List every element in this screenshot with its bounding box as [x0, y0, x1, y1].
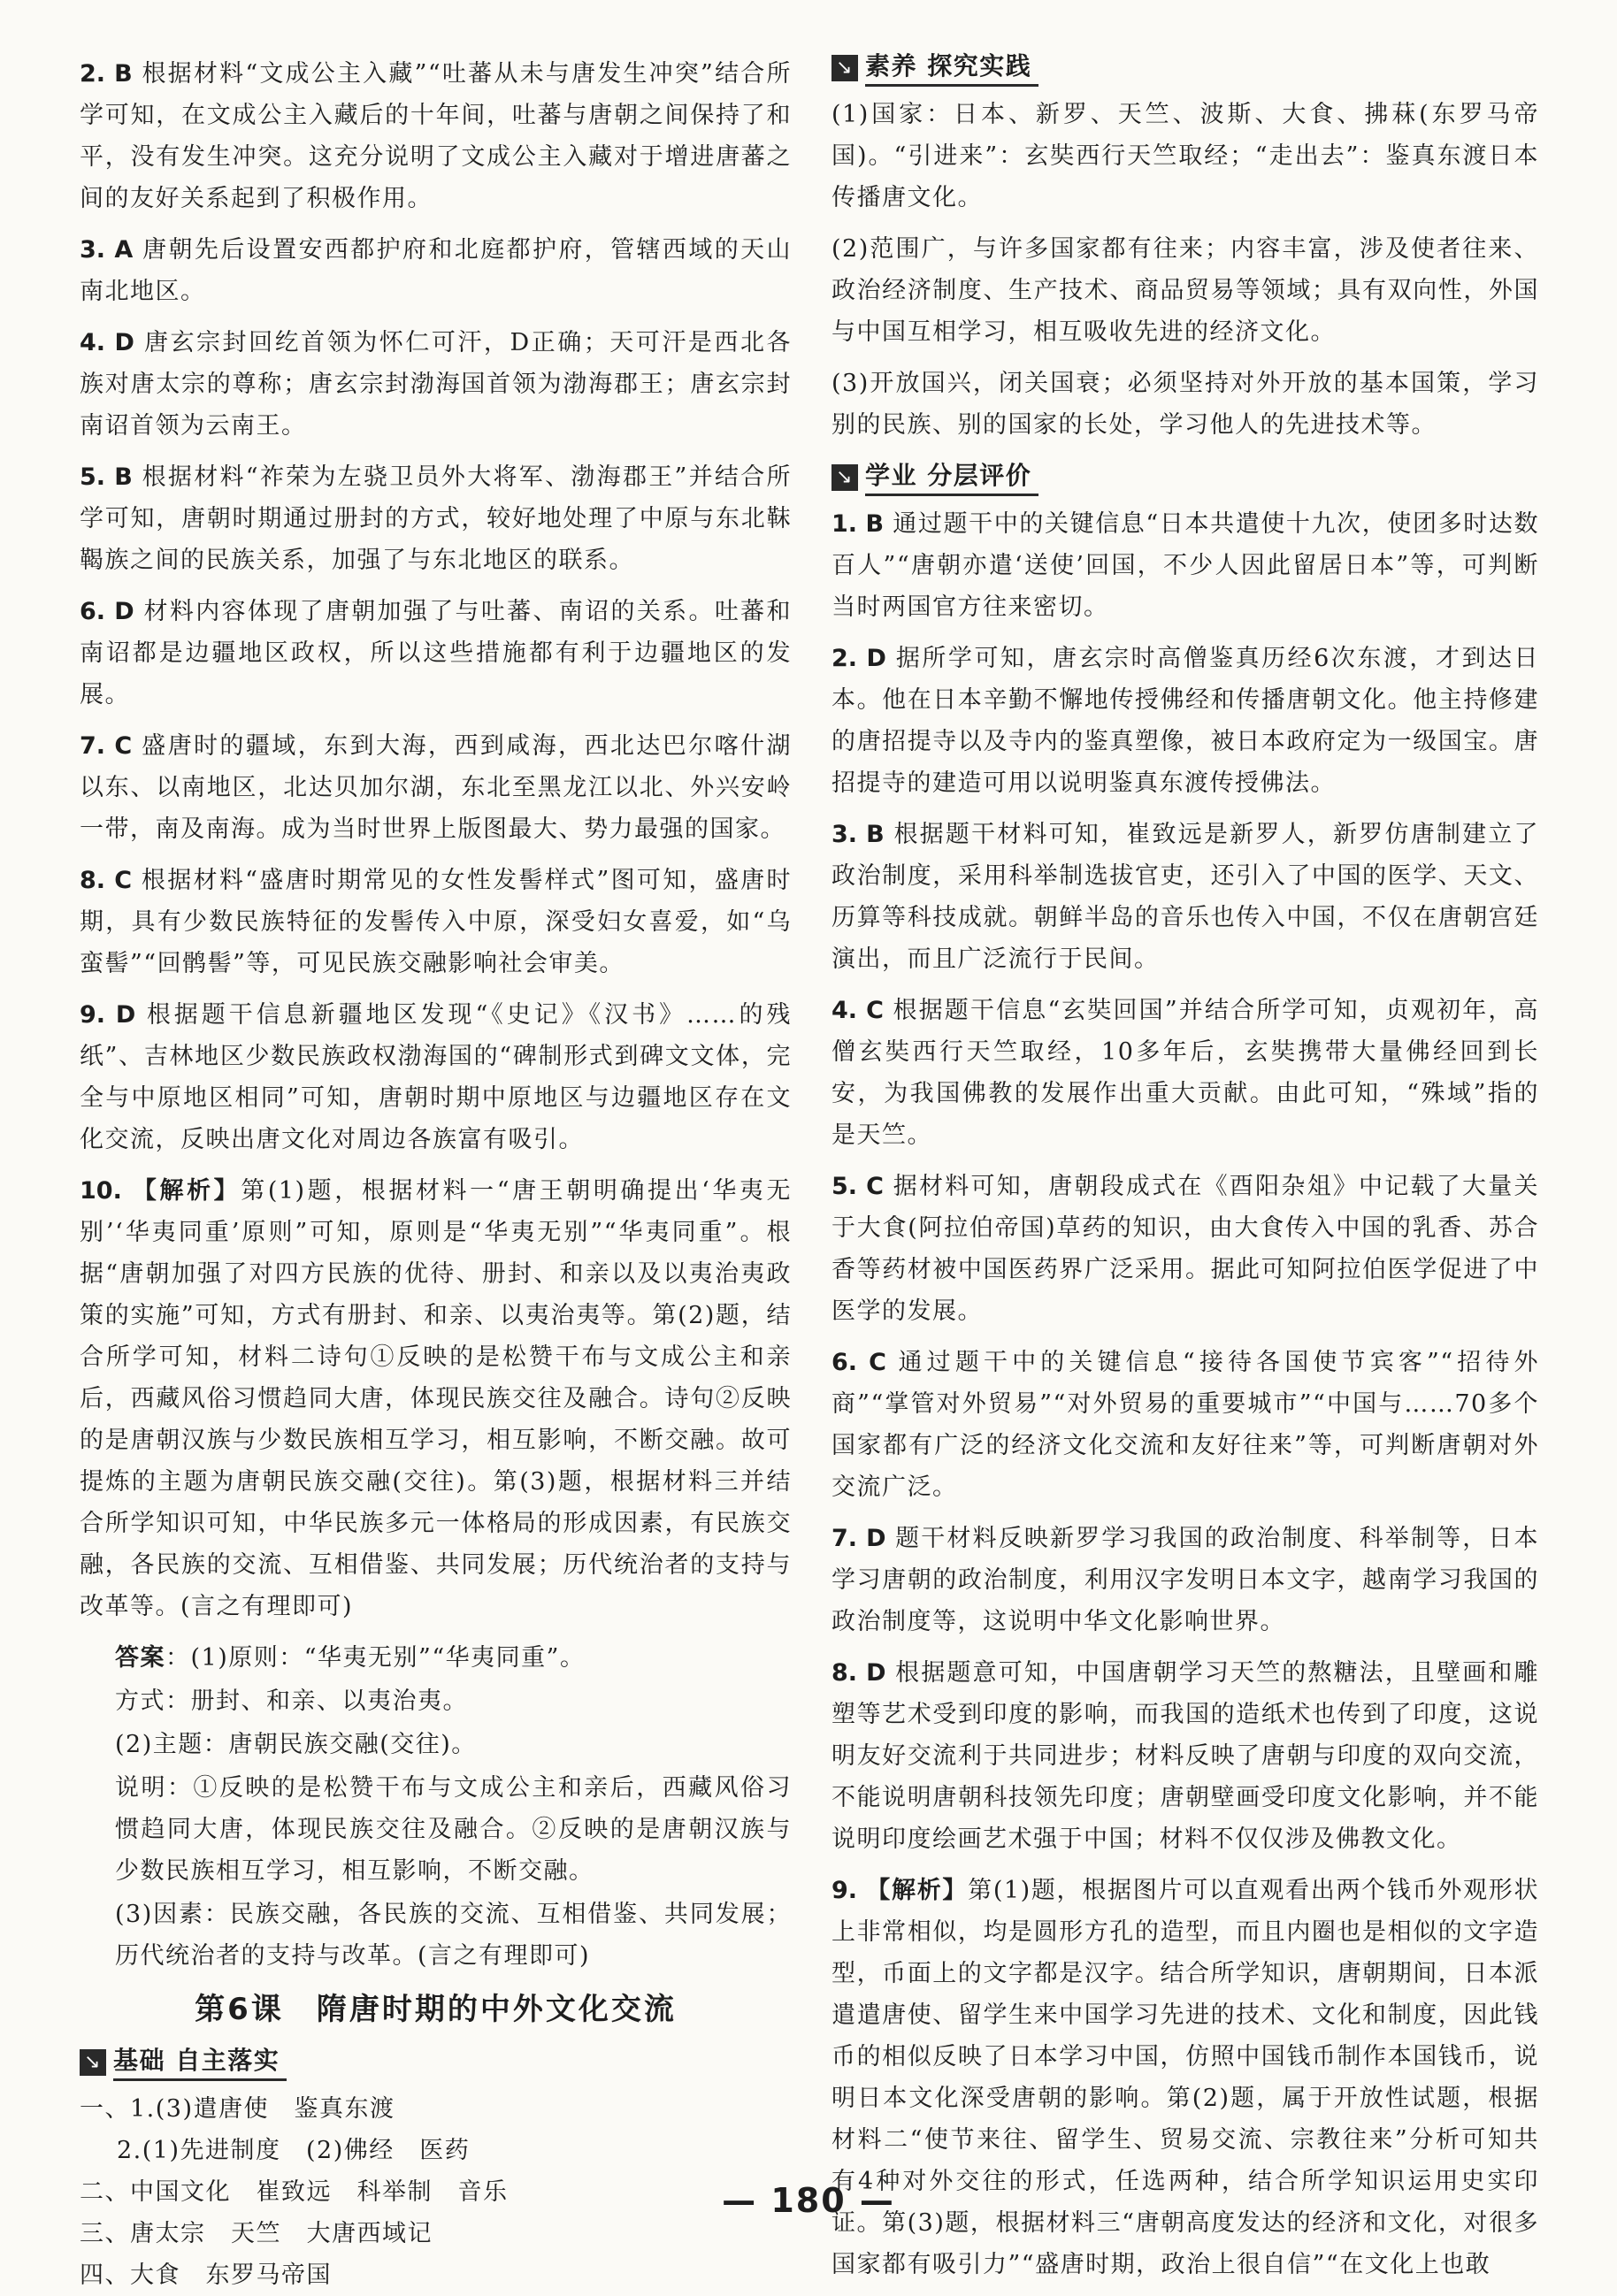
answer-line: 答案：(1)原则：“华夷无别”“华夷同重”。 [115, 1644, 586, 1672]
answer-item [831, 1166, 1539, 1332]
answer-item [80, 53, 792, 219]
item-number: 9. D [80, 1001, 136, 1029]
lesson-title: 第6课 隋唐时期的中外文化交流 [195, 1992, 677, 2027]
answer-item [80, 229, 792, 312]
item-text: 根据材料“文成公主入藏”“吐蕃从未与唐发生冲突”结合所学可知，在文成公主入藏后的十年间，吐蕃与唐朝之间保持了和平，没有发生冲突。这充分说明了文成公主入藏对于增进唐蕃之间的友好关系起到了积极作用。 [80, 60, 792, 212]
answer-item [80, 994, 792, 1160]
answer-item [831, 1518, 1539, 1642]
evaluation-section-heading: ↘ 学业 分层评价 [831, 455, 1539, 500]
answer-item [831, 503, 1539, 628]
answer-item [831, 1870, 1539, 2285]
practice-section-heading: ↘ 素养 探究实践 [831, 46, 1539, 90]
item-text: 根据材料“盛唐时期常见的女性发髻样式”图可知，盛唐时期，具有少数民族特征的发髻传入中原，深受妇女喜爱，如“乌蛮髻”“回鹘髻”等，可见民族交融影响社会审美。 [80, 867, 792, 977]
left-column [80, 53, 792, 2296]
answer-item [831, 1652, 1539, 1860]
item-number: 6. C [831, 1349, 886, 1376]
item-text: 材料内容体现了唐朝加强了与吐蕃、南诏的关系。吐蕃和南诏都是边疆地区政权，所以这些措施都有利于边疆地区的发展。 [80, 598, 793, 708]
answer-item [80, 1170, 792, 1627]
answer-line: 说明：①反映的是松赞干布与文成公主和亲后，西藏风俗习惯趋同大唐，体现民族交往及融合。②反映的是唐朝汉族与少数民族相互学习，相互影响，不断交融。 [115, 1774, 792, 1885]
item-number: 8. D [831, 1659, 886, 1687]
item-number: 2. B [80, 60, 133, 88]
item-number: 3. A [80, 236, 134, 264]
item-text: 题干材料反映新罗学习我国的政治制度、科举制等，日本学习唐朝的政治制度，利用汉字发明日本文字，越南学习我国的政治制度等，这说明中华文化影响世界。 [831, 1525, 1539, 1635]
item-number: 1. B [831, 510, 885, 538]
item-text: 通过题干中的关键信息“日本共遣使十九次，使团多时达数百人”“唐朝亦遣‘送使’回国，不少人因此留居日本”等，可判断当时两国官方往来密切。 [831, 510, 1539, 621]
arrow-icon: ↘ [831, 55, 858, 81]
item-number: 4. C [831, 997, 884, 1024]
answer-item [831, 638, 1539, 804]
item-text: 唐玄宗封回纥首领为怀仁可汗，D正确；天可汗是西北各族对唐太宗的尊称；唐玄宗封渤海国首领为渤海郡王；唐玄宗封南诏首领为云南王。 [80, 329, 792, 440]
practice-paragraph: (1)国家：日本、新罗、天竺、波斯、大食、拂菻(东罗马帝国)。“引进来”：玄奘西行天竺取经；“走出去”：鉴真东渡日本传播唐文化。 [831, 101, 1539, 211]
item-text: 第(1)题，根据图片可以直观看出两个钱币外观形状上非常相似，均是圆形方孔的造型，而且内圈也是相似的文字造型，币面上的文字都是汉字。结合所学知识，唐朝期间，日本派遣遣唐使、留学生来中国学习先进的技术、文化和制度，因此钱币的相似反映了日本学习中国，仿照中国钱币制作本国钱币，说明日本文化深受唐朝的影响。第(2)题，属于开放性试题，根据材料二“使节来往、留学生、贸易交流、宗教往来”分析可知共有4种对外交往的形式，任选两种，结合所学知识运用史实印证。第(3)题，根据材料三“唐朝高度发达的经济和文化，对很多国家都有吸引力”“盛唐时期，政治上很自信”“在文化上也敢 [831, 1877, 1540, 2278]
answer-item [80, 725, 792, 850]
basic-line: 一、1.(3)遣唐使 鉴真东渡 [80, 2095, 395, 2123]
item-text: 唐朝先后设置安西都护府和北庭都护府，管辖西域的天山南北地区。 [80, 236, 792, 305]
basic-section-heading: ↘ 基础 自主落实 [80, 2040, 792, 2085]
analysis-tag: 【解析】 [130, 1177, 241, 1205]
answer-item [80, 860, 792, 984]
answer-item [831, 814, 1539, 980]
item-number: 6. D [80, 598, 134, 625]
item-text: 据材料可知，唐朝段成式在《酉阳杂俎》中记载了大量关于大食(阿拉伯帝国)草药的知识，由大食传入中国的乳香、苏合香等药材被中国医药界广泛采用。据此可知阿拉伯医学促进了中医学的发展。 [831, 1173, 1539, 1325]
answer-line: 方式：册封、和亲、以夷治夷。 [115, 1688, 468, 1715]
analysis-tag: 【解析】 [866, 1877, 969, 1904]
item-text: 根据题干信息“玄奘回国”并结合所学可知，贞观初年，高僧玄奘西行天竺取经，10多年后，玄奘携带大量佛经回到长安，为我国佛教的发展作出重大贡献。由此可知，“殊域”指的是天竺。 [831, 997, 1540, 1149]
practice-paragraph: (3)开放国兴，闭关国衰；必须坚持对外开放的基本国策，学习别的民族、别的国家的长处，学习他人的先进技术等。 [831, 370, 1539, 439]
right-column [831, 50, 1540, 2295]
item-number: 5. C [831, 1173, 884, 1200]
arrow-icon: ↘ [831, 464, 858, 491]
item-text: 据所学可知，唐玄宗时高僧鉴真历经6次东渡，才到达日本。他在日本辛勤不懈地传授佛经和传播唐朝文化。他主持修建的唐招提寺以及寺内的鉴真塑像，被日本政府定为一级国宝。唐招提寺的建造可用以说明鉴真东渡传授佛法。 [831, 645, 1539, 797]
item-number: 2. D [831, 645, 886, 672]
basic-line: 2.(1)先进制度 (2)佛经 医药 [117, 2137, 471, 2164]
answer-label: 答案 [115, 1644, 165, 1672]
answer-line: (3)因素：民族交融，各民族的交流、互相借鉴、共同发展；历代统治者的支持与改革。(言之有理即可) [115, 1901, 792, 1970]
item-text: 第(1)题，根据材料一“唐王朝明确提出‘华夷无别’‘华夷同重’原则”可知，原则是“华夷无别”“华夷同重”。根据“唐朝加强了对四方民族的优待、册封、和亲以及以夷治夷政策的实施”可知，方式有册封、和亲、以夷治夷等。第(2)题，结合所学可知，材料二诗句①反映的是松赞干布与文成公主和亲后，西藏风俗习惯趋同大唐，体现民族交往及融合。诗句②反映的是唐朝汉族与少数民族相互学习，相互影响，不断交融。故可提炼的主题为唐朝民族交融(交往)。第(3)题，根据材料三并结合所学知识可知，中华民族多元一体格局的形成因素，有民族交融，各民族的交流、互相借鉴、共同发展；历代统治者的支持与改革等。(言之有理即可) [80, 1177, 792, 1620]
item-text: 通过题干中的关键信息“接待各国使节宾客”“招待外商”“掌管对外贸易”“对外贸易的重要城市”“中国与……70多个国家都有广泛的经济文化交流和友好往来”等，可判断唐朝对外交流广泛。 [831, 1349, 1539, 1501]
item-number: 4. D [80, 329, 134, 356]
item-number: 5. B [80, 463, 133, 491]
item-number: 3. B [831, 821, 885, 848]
item-number: 9. [831, 1877, 858, 1904]
item-text: 根据题意可知，中国唐朝学习天竺的熬糖法，且壁画和雕塑等艺术受到印度的影响，而我国的造纸术也传到了印度，这说明友好交流利于共同进步；材料反映了唐朝与印度的双向交流，不能说明唐朝科技领先印度；唐朝壁画受印度文化影响，并不能说明印度绘画艺术强于中国；材料不仅仅涉及佛教文化。 [831, 1659, 1539, 1853]
basic-line: 三、唐太宗 天竺 大唐西域记 [80, 2220, 433, 2247]
item-number: 10. [80, 1177, 122, 1205]
item-text: 盛唐时的疆域，东到大海，西到咸海，西北达巴尔喀什湖以东、以南地区，北达贝加尔湖，东北至黑龙江以北、外兴安岭一带，南及南海。成为当时世界上版图最大、势力最强的国家。 [80, 732, 793, 843]
arrow-icon: ↘ [80, 2049, 106, 2076]
answer-line: (2)主题：唐朝民族交融(交往)。 [115, 1731, 477, 1758]
answer-item [80, 322, 792, 447]
item-text: 根据题干信息新疆地区发现“《史记》《汉书》……的残纸”、吉林地区少数民族政权渤海国的“碑制形式到碑文文体，完全与中原地区相同”可知，唐朝时期中原地区与边疆地区存在文化交流，反映出唐文化对周边各族富有吸引。 [80, 1001, 793, 1153]
practice-paragraph: (2)范围广，与许多国家都有往来；内容丰富，涉及使者往来、政治经济制度、生产技术、商品贸易等领域；具有双向性，外国与中国互相学习，相互吸收先进的经济文化。 [831, 235, 1539, 346]
item-text: 根据材料“祚荣为左骁卫员外大将军、渤海郡王”并结合所学可知，唐朝时期通过册封的方式，较好地处理了中原与东北靺鞨族之间的民族关系，加强了与东北地区的联系。 [80, 463, 793, 574]
basic-line: 四、大食 东罗马帝国 [80, 2262, 332, 2289]
answer-item [80, 591, 792, 716]
item-text: 根据题干材料可知，崔致远是新罗人，新罗仿唐制建立了政治制度，采用科举制选拔官吏，还引入了中国的医学、天文、历算等科技成就。朝鲜半岛的音乐也传入中国，不仅在唐朝宫廷演出，而且广泛流行于民间。 [831, 821, 1539, 973]
answer-item [831, 1342, 1539, 1508]
answer-item [80, 456, 792, 581]
answer-block [80, 1637, 792, 1977]
answer-item [831, 990, 1539, 1156]
item-number: 7. C [80, 732, 133, 760]
item-number: 8. C [80, 867, 133, 894]
page-number: — 180 — [722, 2181, 895, 2220]
item-number: 7. D [831, 1525, 886, 1552]
basic-line: 二、中国文化 崔致远 科举制 音乐 [80, 2178, 509, 2206]
